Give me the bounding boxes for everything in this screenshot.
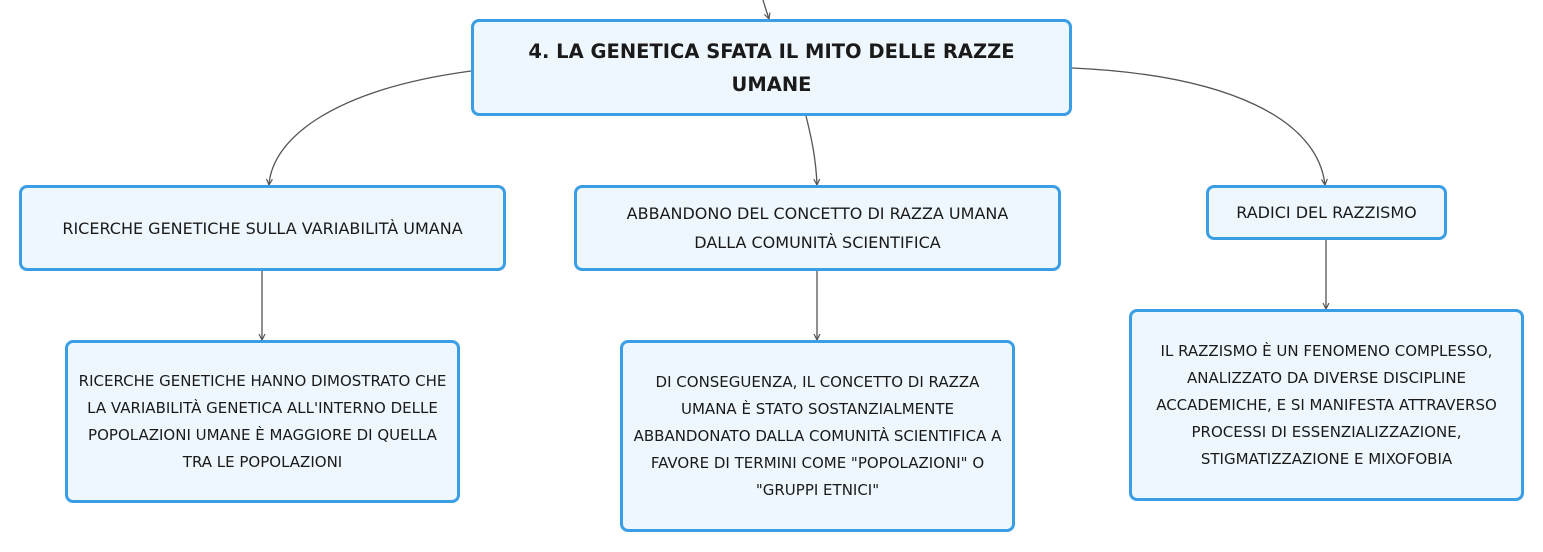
topic-label-abandon-race-concept: ABBANDONO DEL CONCETTO DI RAZZA UMANA DALLA COMUNITÀ SCIENTIFICA [626,204,1009,252]
incoming-connector [763,0,769,19]
subtopic-node-roots-of-racism-detail[interactable] [1129,309,1524,501]
topic-node-genetic-research[interactable] [19,185,506,271]
topic-node-roots-of-racism[interactable] [1206,185,1447,240]
subtopic-label-roots-of-racism-detail: IL RAZZISMO È UN FENOMENO COMPLESSO, ANALIZZATO DA DIVERSE DISCIPLINE ACCADEMICHE, E SI MANIFESTA ATTRAVERSO PROCESSI DI ESSENZIALIZZAZIONE, STIGMATIZZAZIONE E MIXOFOBIA [1156,341,1497,468]
connector-root-to-abandon [806,116,817,185]
connector-root-to-research [269,71,471,185]
subtopic-node-genetic-research-detail[interactable] [65,340,460,503]
subtopic-label-abandon-race-detail: DI CONSEGUENZA, IL CONCETTO DI RAZZA UMANA È STATO SOSTANZIALMENTE ABBANDONATO DALLA COMUNITÀ SCIENTIFICA A FAVORE DI TERMINI COME "POPOLAZIONI" O "GRUPPI ETNICI" [633,372,1002,499]
topic-label-genetic-research: RICERCHE GENETICHE SULLA VARIABILITÀ UMANA [62,218,463,238]
connector-root-to-roots [1072,68,1325,185]
central-topic-node[interactable] [471,19,1072,116]
subtopic-node-abandon-race-detail[interactable] [620,340,1015,532]
subtopic-label-genetic-research-detail: RICERCHE GENETICHE HANNO DIMOSTRATO CHE LA VARIABILITÀ GENETICA ALL'INTERNO DELLE POPOLAZIONI UMANE È MAGGIORE DI QUELLA TRA LE POPOLAZIONI [78,371,447,471]
topic-label-roots-of-racism: RADICI DEL RAZZISMO [1236,203,1417,222]
central-topic-label: 4. LA GENETICA SFATA IL MITO DELLE RAZZE UMANE [528,39,1015,96]
topic-node-abandon-race-concept[interactable] [574,185,1061,271]
